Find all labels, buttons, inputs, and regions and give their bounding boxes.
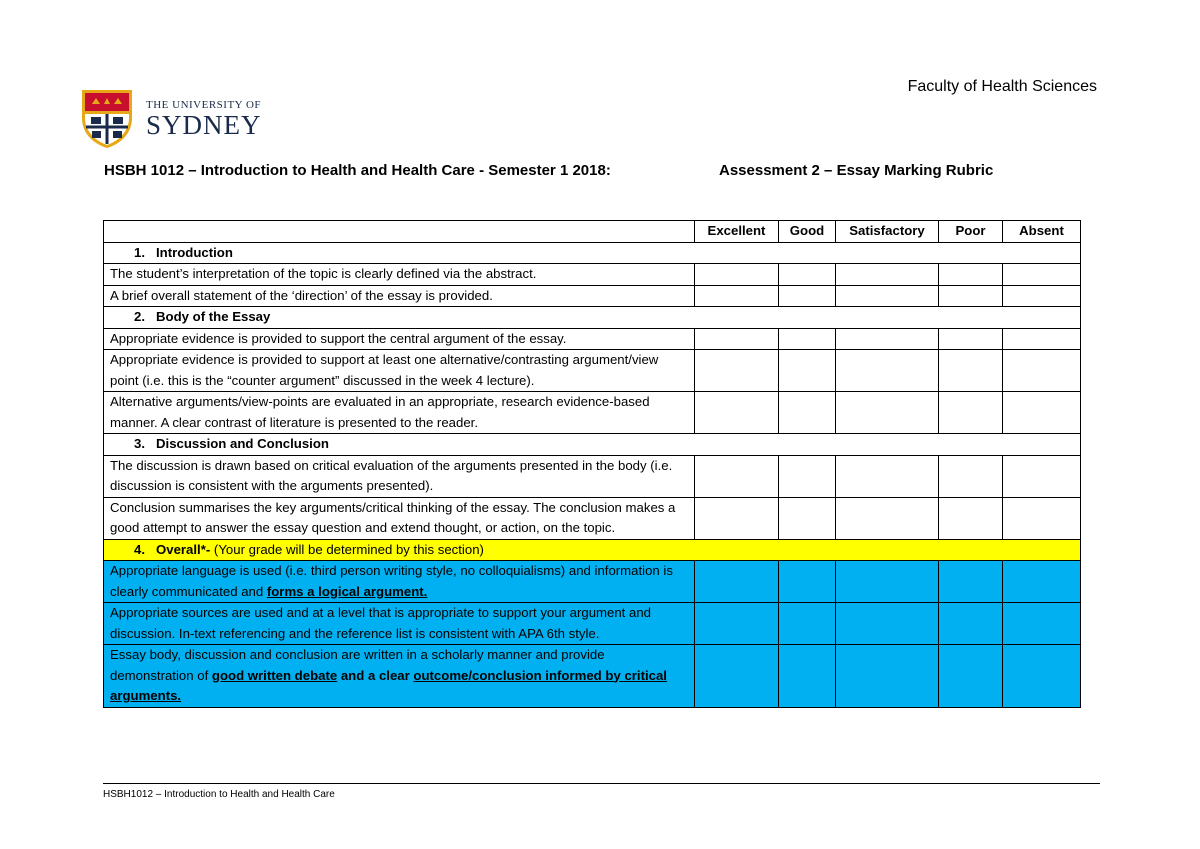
column-header-satisfactory: Satisfactory <box>836 221 939 243</box>
criteria-header-cell <box>104 221 695 243</box>
rating-cell[interactable] <box>1003 603 1081 645</box>
criterion-text: A brief overall statement of the ‘direction’ of the essay is provided. <box>104 285 695 307</box>
column-header-absent: Absent <box>1003 221 1081 243</box>
rating-cell[interactable] <box>939 645 1003 708</box>
rating-cell[interactable] <box>695 603 779 645</box>
rating-cell[interactable] <box>939 603 1003 645</box>
university-crest-icon <box>78 88 136 150</box>
column-header-poor: Poor <box>939 221 1003 243</box>
column-header-excellent: Excellent <box>695 221 779 243</box>
section-number: 2. <box>134 309 145 324</box>
section-title: Introduction <box>156 244 233 260</box>
course-title: HSBH 1012 – Introduction to Health and Health Care - Semester 1 2018: <box>104 162 611 179</box>
rating-cell[interactable] <box>779 285 836 307</box>
table-row <box>104 497 1081 539</box>
rating-cell[interactable] <box>1003 645 1081 708</box>
rating-cell[interactable] <box>836 285 939 307</box>
rating-cell[interactable] <box>836 561 939 603</box>
rating-cell[interactable] <box>939 285 1003 307</box>
section-number: 1. <box>134 244 145 260</box>
rating-cell[interactable] <box>1003 455 1081 497</box>
rating-cell[interactable] <box>939 561 1003 603</box>
table-row <box>104 264 1081 286</box>
emphasis-text: forms a logical argument. <box>266 583 428 599</box>
rating-cell[interactable] <box>939 264 1003 286</box>
rating-cell[interactable] <box>1003 561 1081 603</box>
emphasis-text: outcome/conclusion informed by critical arguments. <box>110 667 667 703</box>
table-row <box>104 603 1081 645</box>
section-row-discussion <box>104 434 1081 456</box>
rating-cell[interactable] <box>939 455 1003 497</box>
section-row-introduction <box>104 242 1081 264</box>
rating-cell[interactable] <box>779 645 836 708</box>
section-number: 4. <box>134 541 145 557</box>
rating-cell[interactable] <box>695 350 779 392</box>
rating-cell[interactable] <box>695 455 779 497</box>
rating-cell[interactable] <box>836 350 939 392</box>
document-heading <box>104 162 1034 179</box>
rating-cell[interactable] <box>779 264 836 286</box>
section-subtitle: (Your grade will be determined by this section) <box>213 541 484 557</box>
rating-cell[interactable] <box>695 285 779 307</box>
table-row <box>104 455 1081 497</box>
university-logo <box>78 88 262 150</box>
section-title: Discussion and Conclusion <box>156 436 329 451</box>
rating-cell[interactable] <box>836 497 939 539</box>
rating-cell[interactable] <box>779 603 836 645</box>
criterion-text: Appropriate language is used (i.e. third person writing style, no colloquialisms) and information is clearly communicated and forms a logical argument. <box>104 561 695 603</box>
logo-text-small: THE UNIVERSITY OF <box>146 98 262 111</box>
table-row <box>104 392 1081 434</box>
emphasis-text: good written debate <box>211 667 338 683</box>
rating-cell[interactable] <box>1003 264 1081 286</box>
rating-cell[interactable] <box>939 328 1003 350</box>
rating-cell[interactable] <box>695 264 779 286</box>
rating-cell[interactable] <box>695 328 779 350</box>
criterion-text: Conclusion summarises the key arguments/critical thinking of the essay. The conclusion makes a good attempt to answer the essay question and extend thought, or action, on the topic. <box>104 497 695 539</box>
rating-cell[interactable] <box>939 392 1003 434</box>
rating-cell[interactable] <box>836 328 939 350</box>
rating-cell[interactable] <box>779 350 836 392</box>
rating-cell[interactable] <box>695 497 779 539</box>
criterion-text: The discussion is drawn based on critical evaluation of the arguments presented in the body (i.e. discussion is consistent with the arguments presented). <box>104 455 695 497</box>
section-title: Overall*- <box>156 541 211 557</box>
rating-cell[interactable] <box>836 392 939 434</box>
criterion-text: The student’s interpretation of the topic is clearly defined via the abstract. <box>104 264 695 286</box>
table-row <box>104 561 1081 603</box>
rating-cell[interactable] <box>779 455 836 497</box>
table-header-row <box>104 221 1081 243</box>
table-row <box>104 645 1081 708</box>
table-row <box>104 350 1081 392</box>
footer-divider <box>103 783 1100 784</box>
rating-cell[interactable] <box>1003 328 1081 350</box>
section-row-overall <box>104 539 1081 561</box>
section-row-body <box>104 307 1081 329</box>
criterion-text: Appropriate evidence is provided to support at least one alternative/contrasting argument/view point (i.e. this is the “counter argument” discussed in the week 4 lecture). <box>104 350 695 392</box>
rating-cell[interactable] <box>779 392 836 434</box>
marking-rubric-table <box>103 220 1081 708</box>
criterion-text: Appropriate evidence is provided to support the central argument of the essay. <box>104 328 695 350</box>
logo-text-large: SYDNEY <box>146 109 262 140</box>
section-number: 3. <box>134 436 145 451</box>
faculty-name: Faculty of Health Sciences <box>907 78 1097 95</box>
criterion-text: Appropriate sources are used and at a level that is appropriate to support your argument and discussion. In-text referencing and the reference list is consistent with APA 6th style. <box>104 603 695 645</box>
footer-text: HSBH1012 – Introduction to Health and Health Care <box>103 789 335 800</box>
rating-cell[interactable] <box>939 497 1003 539</box>
rating-cell[interactable] <box>1003 497 1081 539</box>
criterion-text: Essay body, discussion and conclusion are written in a scholarly manner and provide demonstration of good written debate and a clear outcome/conclusion informed by critical arguments. <box>104 645 695 708</box>
rating-cell[interactable] <box>939 350 1003 392</box>
table-row <box>104 285 1081 307</box>
rating-cell[interactable] <box>779 328 836 350</box>
column-header-good: Good <box>779 221 836 243</box>
rating-cell[interactable] <box>779 497 836 539</box>
rating-cell[interactable] <box>695 561 779 603</box>
section-title: Body of the Essay <box>156 309 271 324</box>
rating-cell[interactable] <box>1003 350 1081 392</box>
rating-cell[interactable] <box>836 264 939 286</box>
rating-cell[interactable] <box>695 645 779 708</box>
assessment-title: Assessment 2 – Essay Marking Rubric <box>719 162 994 179</box>
rating-cell[interactable] <box>1003 285 1081 307</box>
rating-cell[interactable] <box>836 603 939 645</box>
rating-cell[interactable] <box>836 645 939 708</box>
rating-cell[interactable] <box>695 392 779 434</box>
rating-cell[interactable] <box>1003 392 1081 434</box>
table-row <box>104 328 1081 350</box>
rating-cell[interactable] <box>836 455 939 497</box>
criterion-text: Alternative arguments/view-points are evaluated in an appropriate, research evidence-based manner. A clear contrast of literature is presented to the reader. <box>104 392 695 434</box>
rating-cell[interactable] <box>779 561 836 603</box>
